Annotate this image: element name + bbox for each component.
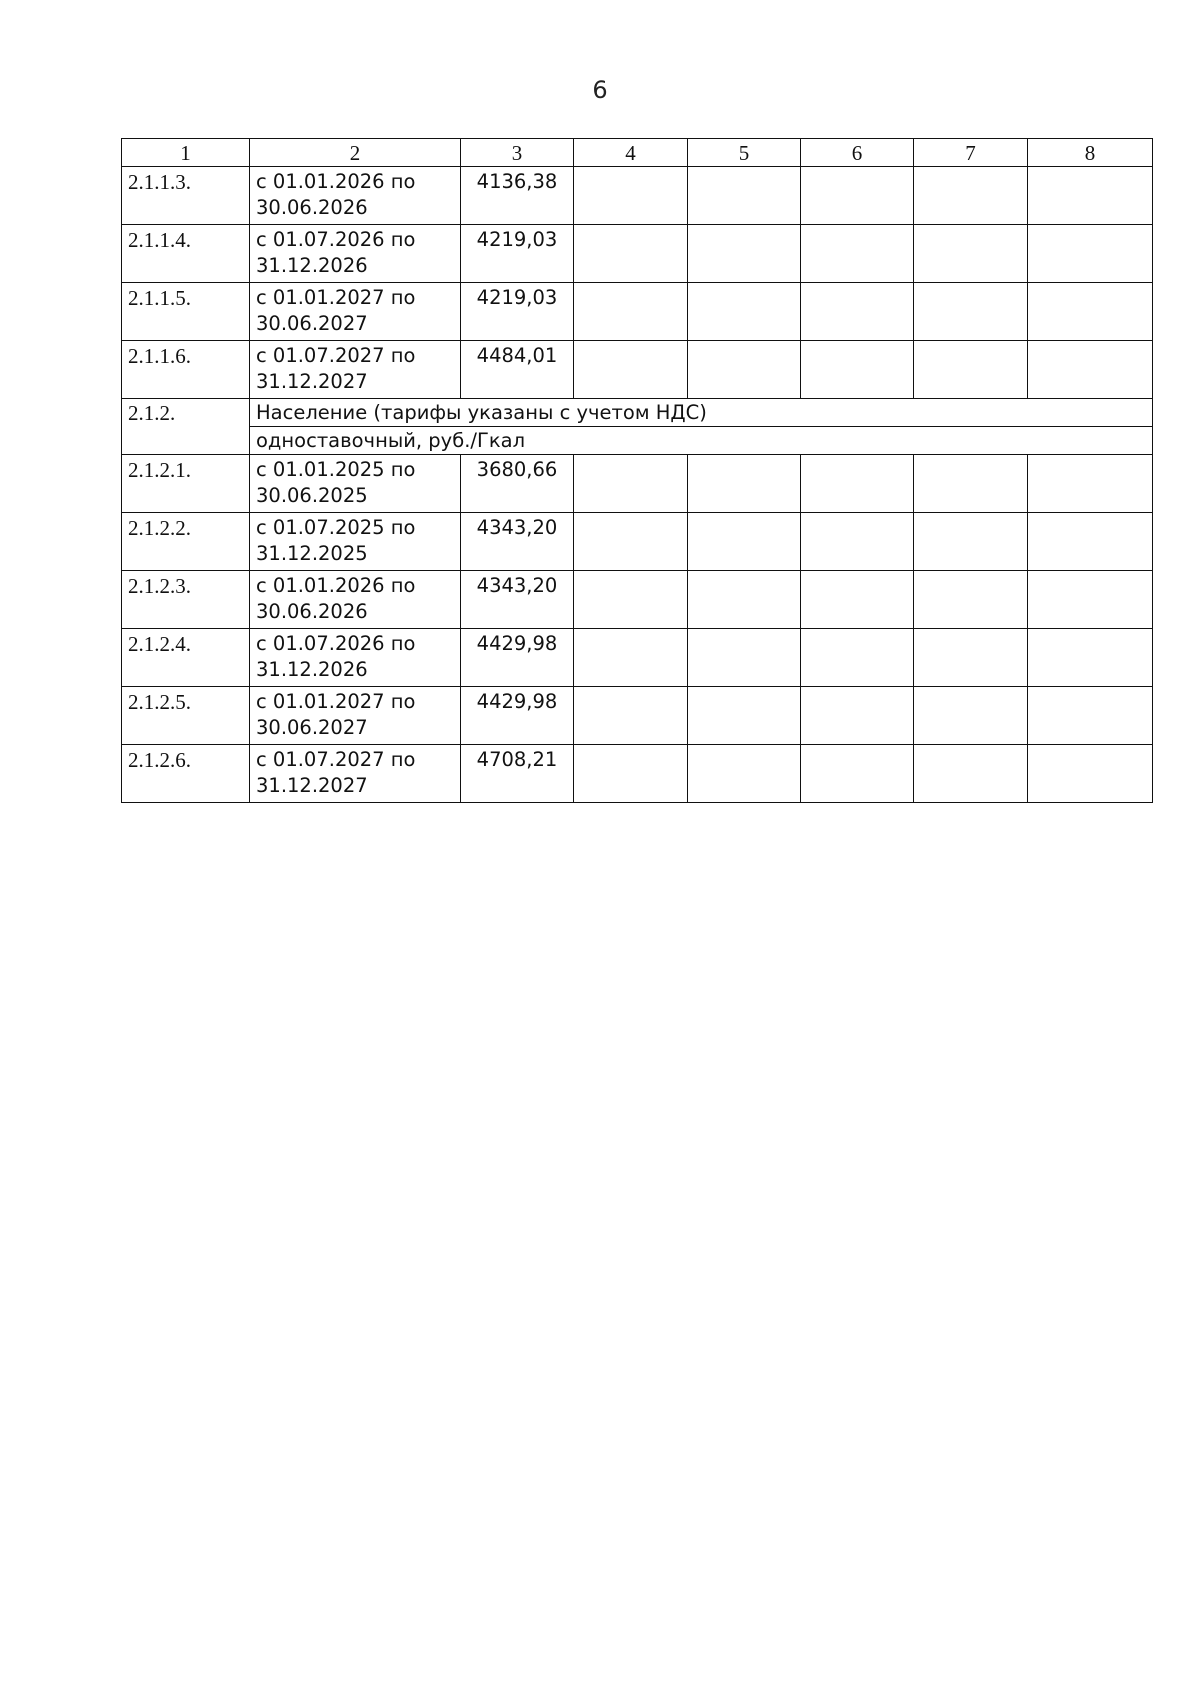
column-header: 3 xyxy=(461,139,574,167)
empty-cell xyxy=(574,341,688,399)
period-from: с 01.01.2026 по xyxy=(256,170,416,193)
period-to: 31.12.2026 xyxy=(256,658,368,681)
row-period xyxy=(250,629,461,687)
empty-cell xyxy=(1028,167,1153,225)
empty-cell xyxy=(914,341,1028,399)
period-to: 31.12.2025 xyxy=(256,542,368,565)
row-code: 2.1.1.4. xyxy=(122,225,250,283)
empty-cell xyxy=(914,571,1028,629)
section-code-continuation xyxy=(122,427,250,455)
row-code: 2.1.1.6. xyxy=(122,341,250,399)
period-to: 30.06.2026 xyxy=(256,196,368,219)
row-value: 3680,66 xyxy=(461,455,574,513)
empty-cell xyxy=(688,341,801,399)
table-row xyxy=(122,167,1153,225)
empty-cell xyxy=(688,571,801,629)
row-code: 2.1.2.5. xyxy=(122,687,250,745)
row-period xyxy=(250,571,461,629)
column-header: 7 xyxy=(914,139,1028,167)
period-from: с 01.07.2027 по xyxy=(256,344,416,367)
row-value: 4429,98 xyxy=(461,629,574,687)
column-header: 6 xyxy=(801,139,914,167)
period-from: с 01.07.2026 по xyxy=(256,632,416,655)
section-subtitle-row xyxy=(122,427,1153,455)
row-period xyxy=(250,283,461,341)
empty-cell xyxy=(801,687,914,745)
section-title: Население (тарифы указаны с учетом НДС) xyxy=(250,399,1153,427)
empty-cell xyxy=(1028,341,1153,399)
empty-cell xyxy=(914,629,1028,687)
table-row xyxy=(122,629,1153,687)
empty-cell xyxy=(1028,225,1153,283)
period-to: 30.06.2027 xyxy=(256,716,368,739)
column-header: 2 xyxy=(250,139,461,167)
tariff-table xyxy=(121,138,1153,803)
period-from: с 01.01.2026 по xyxy=(256,574,416,597)
row-code: 2.1.1.3. xyxy=(122,167,250,225)
row-code: 2.1.2.2. xyxy=(122,513,250,571)
column-header: 8 xyxy=(1028,139,1153,167)
empty-cell xyxy=(914,283,1028,341)
row-value: 4429,98 xyxy=(461,687,574,745)
row-code: 2.1.2.6. xyxy=(122,745,250,803)
row-period xyxy=(250,167,461,225)
period-from: с 01.01.2027 по xyxy=(256,690,416,713)
period-to: 30.06.2025 xyxy=(256,484,368,507)
column-header: 5 xyxy=(688,139,801,167)
empty-cell xyxy=(1028,745,1153,803)
column-header: 4 xyxy=(574,139,688,167)
row-value: 4343,20 xyxy=(461,571,574,629)
table-header-row xyxy=(122,139,1153,167)
empty-cell xyxy=(688,455,801,513)
empty-cell xyxy=(1028,571,1153,629)
row-period xyxy=(250,455,461,513)
table-row xyxy=(122,513,1153,571)
empty-cell xyxy=(1028,455,1153,513)
empty-cell xyxy=(801,629,914,687)
empty-cell xyxy=(688,167,801,225)
row-value: 4136,38 xyxy=(461,167,574,225)
empty-cell xyxy=(574,745,688,803)
table-row xyxy=(122,225,1153,283)
period-from: с 01.01.2025 по xyxy=(256,458,416,481)
row-period xyxy=(250,341,461,399)
empty-cell xyxy=(574,167,688,225)
row-code: 2.1.2.4. xyxy=(122,629,250,687)
empty-cell xyxy=(914,513,1028,571)
empty-cell xyxy=(914,225,1028,283)
empty-cell xyxy=(801,455,914,513)
empty-cell xyxy=(914,687,1028,745)
empty-cell xyxy=(688,225,801,283)
period-to: 30.06.2026 xyxy=(256,600,368,623)
table-row xyxy=(122,745,1153,803)
empty-cell xyxy=(801,341,914,399)
period-from: с 01.07.2026 по xyxy=(256,228,416,251)
row-value: 4219,03 xyxy=(461,283,574,341)
period-from: с 01.07.2025 по xyxy=(256,516,416,539)
empty-cell xyxy=(914,167,1028,225)
empty-cell xyxy=(574,455,688,513)
empty-cell xyxy=(688,283,801,341)
empty-cell xyxy=(574,283,688,341)
empty-cell xyxy=(574,225,688,283)
table-row xyxy=(122,571,1153,629)
section-subtitle: одноставочный, руб./Гкал xyxy=(250,427,1153,455)
row-period xyxy=(250,225,461,283)
empty-cell xyxy=(574,571,688,629)
empty-cell xyxy=(801,571,914,629)
empty-cell xyxy=(801,167,914,225)
empty-cell xyxy=(688,745,801,803)
empty-cell xyxy=(688,629,801,687)
section-header-row xyxy=(122,399,1153,427)
period-to: 31.12.2027 xyxy=(256,774,368,797)
row-value: 4708,21 xyxy=(461,745,574,803)
row-period xyxy=(250,745,461,803)
row-value: 4484,01 xyxy=(461,341,574,399)
row-period xyxy=(250,513,461,571)
empty-cell xyxy=(801,283,914,341)
empty-cell xyxy=(574,687,688,745)
row-code: 2.1.1.5. xyxy=(122,283,250,341)
empty-cell xyxy=(1028,629,1153,687)
empty-cell xyxy=(574,513,688,571)
row-code: 2.1.2.3. xyxy=(122,571,250,629)
empty-cell xyxy=(801,513,914,571)
empty-cell xyxy=(1028,687,1153,745)
period-to: 31.12.2026 xyxy=(256,254,368,277)
empty-cell xyxy=(914,455,1028,513)
period-to: 31.12.2027 xyxy=(256,370,368,393)
empty-cell xyxy=(1028,283,1153,341)
row-code: 2.1.2.1. xyxy=(122,455,250,513)
section-code: 2.1.2. xyxy=(122,399,250,427)
period-to: 30.06.2027 xyxy=(256,312,368,335)
table-row xyxy=(122,455,1153,513)
period-from: с 01.01.2027 по xyxy=(256,286,416,309)
empty-cell xyxy=(688,513,801,571)
row-value: 4343,20 xyxy=(461,513,574,571)
empty-cell xyxy=(688,687,801,745)
row-period xyxy=(250,687,461,745)
empty-cell xyxy=(801,745,914,803)
period-from: с 01.07.2027 по xyxy=(256,748,416,771)
empty-cell xyxy=(1028,513,1153,571)
row-value: 4219,03 xyxy=(461,225,574,283)
empty-cell xyxy=(914,745,1028,803)
page-number: 6 xyxy=(592,76,608,104)
table-row xyxy=(122,283,1153,341)
table-row xyxy=(122,687,1153,745)
column-header: 1 xyxy=(122,139,250,167)
table-row xyxy=(122,341,1153,399)
empty-cell xyxy=(574,629,688,687)
empty-cell xyxy=(801,225,914,283)
